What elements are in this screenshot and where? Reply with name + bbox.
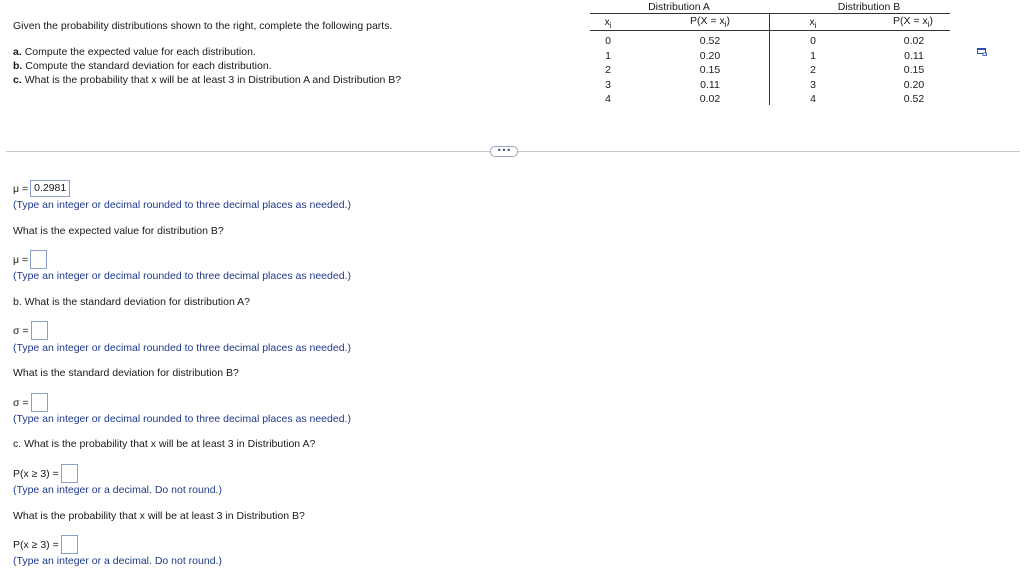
dist-b-header-rule <box>770 30 950 31</box>
more-options-button[interactable]: ••• <box>490 146 518 157</box>
p-b-input[interactable] <box>61 535 78 554</box>
dist-b-x-header: $x_i$ <box>809 16 817 31</box>
p-b-label: P(x ≥ 3) = <box>13 538 59 551</box>
dist-a-p-header: $P(X = x_i)$ <box>689 15 730 30</box>
mu-a-answer[interactable]: 0.2981 <box>30 180 70 197</box>
question-mu-b: What is the expected value for distribution B? <box>13 225 224 237</box>
tables-divider <box>769 13 770 105</box>
problem-intro: Given the probability distributions shown to the right, complete the following parts. <box>13 20 393 32</box>
dist-a-header-rule <box>590 30 770 31</box>
dist-b-rule <box>770 13 950 14</box>
mu-a-row <box>13 180 70 197</box>
p-a-label: P(x ≥ 3) = <box>13 467 59 480</box>
mu-a-label: μ = <box>13 182 29 195</box>
sd-b-label: σ = <box>13 396 29 409</box>
problem-parts <box>13 45 401 87</box>
dist-b-p-values: 0.02 0.11 0.15 0.20 0.52 <box>903 35 925 105</box>
part-b: b. Compute the standard deviation for each distribution. <box>13 60 272 72</box>
part-a: a. Compute the expected value for each distribution. <box>13 46 256 58</box>
sd-a-row <box>13 321 48 340</box>
sd-b-input[interactable] <box>31 393 48 412</box>
hint-mu-a: (Type an integer or decimal rounded to three decimal places as needed.) <box>13 199 351 211</box>
dist-b-p-header: $P(X = x_i)$ <box>892 15 933 30</box>
copy-table-icon[interactable] <box>977 48 987 56</box>
dist-b-title: Distribution B <box>837 1 901 13</box>
hint-p-b: (Type an integer or a decimal. Do not round.) <box>13 555 222 567</box>
hint-sd-a: (Type an integer or decimal rounded to three decimal places as needed.) <box>13 342 351 354</box>
question-sd-a: b. What is the standard deviation for distribution A? <box>13 296 250 308</box>
p-b-row <box>13 535 78 554</box>
hint-mu-b: (Type an integer or decimal rounded to three decimal places as needed.) <box>13 270 351 282</box>
dist-b-x-values: 0 1 2 3 4 <box>810 35 816 105</box>
dist-a-x-header: $x_i$ <box>604 16 612 31</box>
mu-b-row <box>13 250 47 269</box>
p-a-input[interactable] <box>61 464 78 483</box>
dist-a-rule <box>590 13 770 14</box>
question-sd-b: What is the standard deviation for distribution B? <box>13 367 239 379</box>
hint-sd-b: (Type an integer or decimal rounded to three decimal places as needed.) <box>13 413 351 425</box>
question-p-a: c. What is the probability that x will be at least 3 in Distribution A? <box>13 438 316 450</box>
dist-a-title: Distribution A <box>648 1 710 13</box>
mu-b-input[interactable] <box>30 250 47 269</box>
mu-b-label: μ = <box>13 253 29 266</box>
sd-b-row <box>13 393 48 412</box>
p-a-row <box>13 464 78 483</box>
dist-a-x-values: 0 1 2 3 4 <box>605 35 611 105</box>
part-c: c. What is the probability that x will be at least 3 in Distribution A and Distribution B? <box>13 74 402 86</box>
dist-a-p-values: 0.52 0.20 0.15 0.11 0.02 <box>699 35 721 105</box>
question-p-b: What is the probability that x will be at least 3 in Distribution B? <box>13 510 305 522</box>
sd-a-input[interactable] <box>31 321 48 340</box>
hint-p-a: (Type an integer or a decimal. Do not round.) <box>13 484 222 496</box>
sd-a-label: σ = <box>13 324 29 337</box>
